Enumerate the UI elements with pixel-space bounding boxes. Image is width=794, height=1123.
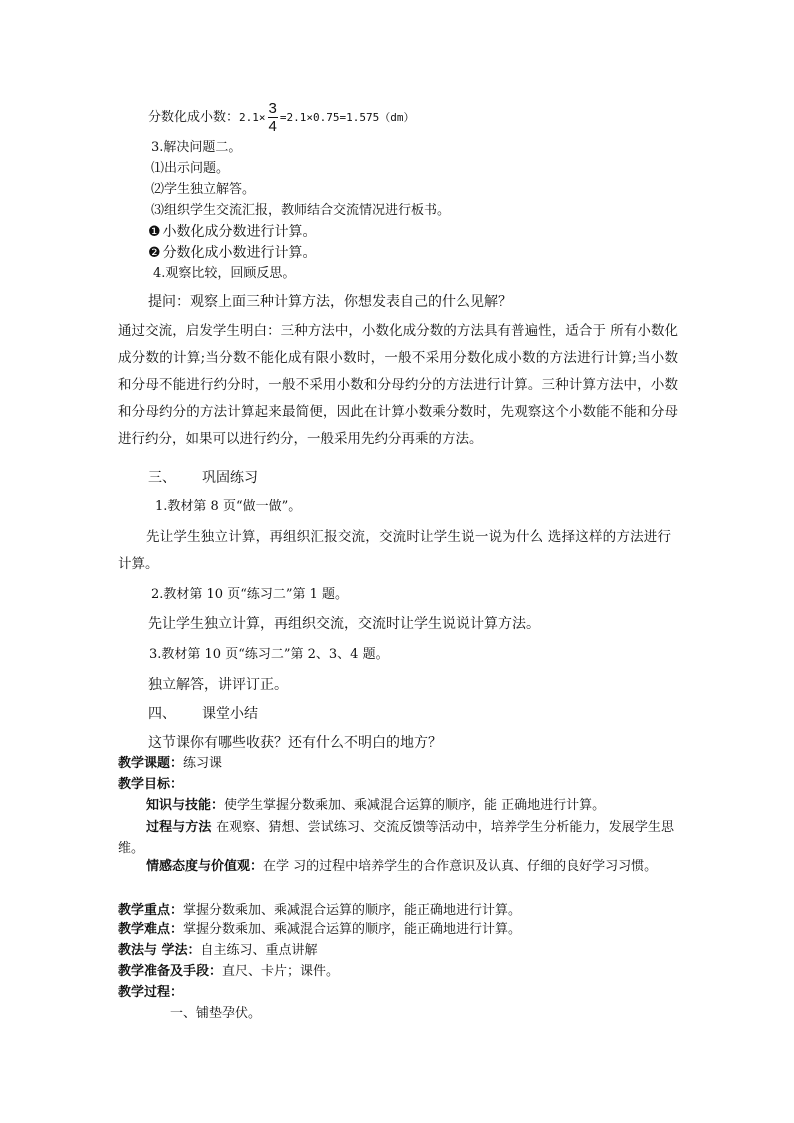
teaching-topic-value: 练习课 [183,756,223,771]
teaching-method-label: 教法与 学法 [118,943,188,958]
exercise-2: 2.教材第 10 页“练习二”第 1 题。 [151,587,349,602]
goal-process [118,817,674,859]
step-4-heading: 4.观察比较，回顾反思。 [153,266,296,281]
teaching-goals-label: 教学目标 [118,777,171,792]
section-3-number: 三、 [148,470,176,486]
section-3-heading [148,470,258,486]
step-3-item-1: ⑴出示问题。 [151,161,230,176]
teaching-difficulty-label: 教学难点 [118,922,171,937]
method-bullet-1 [148,224,317,240]
teaching-method-value: 自主练习、重点讲解 [200,943,318,958]
bullet-two-icon: ❷ [148,245,161,261]
teaching-key-point-label: 教学重点 [118,903,171,918]
teaching-difficulty-value: 掌握分数乘加、乘减混合运算的顺序，能正确地进行计算。 [183,922,522,937]
method-bullet-2-text: 分数化成小数进行计算。 [162,245,317,261]
teaching-topic-label: 教学课题 [118,756,171,771]
teaching-preparation-label: 教学准备及手段 [118,964,210,979]
exercise-3-description: 独立解答，讲评订正。 [148,677,288,693]
goal-knowledge-label: 知识与技能 [146,798,212,813]
process-step-one: 一、铺垫孕伏。 [170,1006,262,1021]
fraction-three-quarters [268,100,278,135]
teaching-difficulty: 教学难点：掌握分数乘加、乘减混合运算的顺序，能正确地进行计算。 [118,922,522,937]
method-bullet-2 [148,245,317,261]
exercise-1: 1.教材第 8 页“做一做”。 [155,499,302,514]
teaching-process-label: 教学过程 [118,985,171,1000]
goal-knowledge: 知识与技能：使学生掌握分数乘加、乘减混合运算的顺序，能 正确地进行计算。 [146,798,606,813]
goal-emotion: 情感态度与价值观：在学 习的过程中培养学生的合作意识及认真、仔细的良好学习习惯。 [146,859,658,874]
exercise-3: 3.教材第 10 页“练习二”第 2、3、4 题。 [149,647,389,662]
exercise-1-description: 先让学生独立计算，再组织汇报交流，交流时让学生说一说为什么 选择这样的方法进行计算。 [118,529,671,572]
step-3-item-3: ⑶组织学生交流汇报，教师结合交流情况进行板书。 [151,203,451,218]
goal-process-label: 过程与方法 [146,820,212,835]
section-4-heading [148,706,258,722]
fraction-numerator: 3 [268,100,277,117]
goal-emotion-value: 在学 习的过程中培养学生的合作意识及认真、仔细的良好学习习惯。 [263,859,658,874]
teaching-key-point-value: 掌握分数乘加、乘减混合运算的顺序，能正确地进行计算。 [183,903,522,918]
conclusion-paragraph: 通过交流，启发学生明白：三种方法中，小数化成分数的方法具有普遍性，适合于 所有小数化成分数的计算;当分数不能化成有限小数时，一般不采用分数化成小数的方法进行计算;当小数和分母不能进行约分时，一般不采用小数和分母约分的方法进行计算。三种计算方法中，小数和分母约分的方法计算起来最简便，因此在计算小数乘分数时，先观察这个小数能不能和分母进行约分，如果可以进行约分，一般采用先约分再乘的方法。 [118,323,678,447]
summary-question: 这节课你有哪些收获？还有什么不明白的地方？ [148,735,442,751]
teaching-method: 教法与 学法：自主练习、重点讲解 [118,943,318,958]
teaching-preparation-value: 直尺、卡片；课件。 [222,964,340,979]
teaching-preparation: 教学准备及手段：直尺、卡片；课件。 [118,964,340,979]
step-3-item-2: ⑵学生独立解答。 [151,182,256,197]
step-3-heading: 3.解决问题二。 [151,140,242,155]
conversion-expr-a: 2.1× [239,111,266,124]
teaching-goals-heading: 教学目标： [118,777,184,792]
teaching-topic: 教学课题：练习课 [118,756,223,771]
fraction-conversion-line [148,100,414,135]
teaching-process-heading: 教学过程： [118,985,184,1000]
section-4-title: 课堂小结 [202,706,258,722]
goal-process-value: 在观察、猜想、尝试练习、交流反馈等活动中，培养学生分析能力，发展学生思维。 [118,820,674,856]
teaching-key-point: 教学重点：掌握分数乘加、乘减混合运算的顺序，能正确地进行计算。 [118,903,522,918]
question-text: 提问：观察上面三种计算方法，你想发表自己的什么见解？ [148,294,512,310]
bullet-one-icon: ❶ [148,224,161,240]
goal-emotion-label: 情感态度与价值观 [146,859,251,874]
exercise-2-description: 先让学生独立计算，再组织交流，交流时让学生说说计算方法。 [148,616,540,632]
section-4-number: 四、 [148,706,176,722]
fraction-denominator: 4 [268,118,277,135]
conversion-expr-b: =2.1×0.75=1.575（dm） [279,111,415,124]
section-3-title: 巩固练习 [202,470,258,486]
goal-knowledge-value: 使学生掌握分数乘加、乘减混合运算的顺序，能 正确地进行计算。 [224,798,606,813]
method-bullet-1-text: 小数化成分数进行计算。 [162,224,317,240]
conversion-prefix: 分数化成小数： [148,110,240,125]
